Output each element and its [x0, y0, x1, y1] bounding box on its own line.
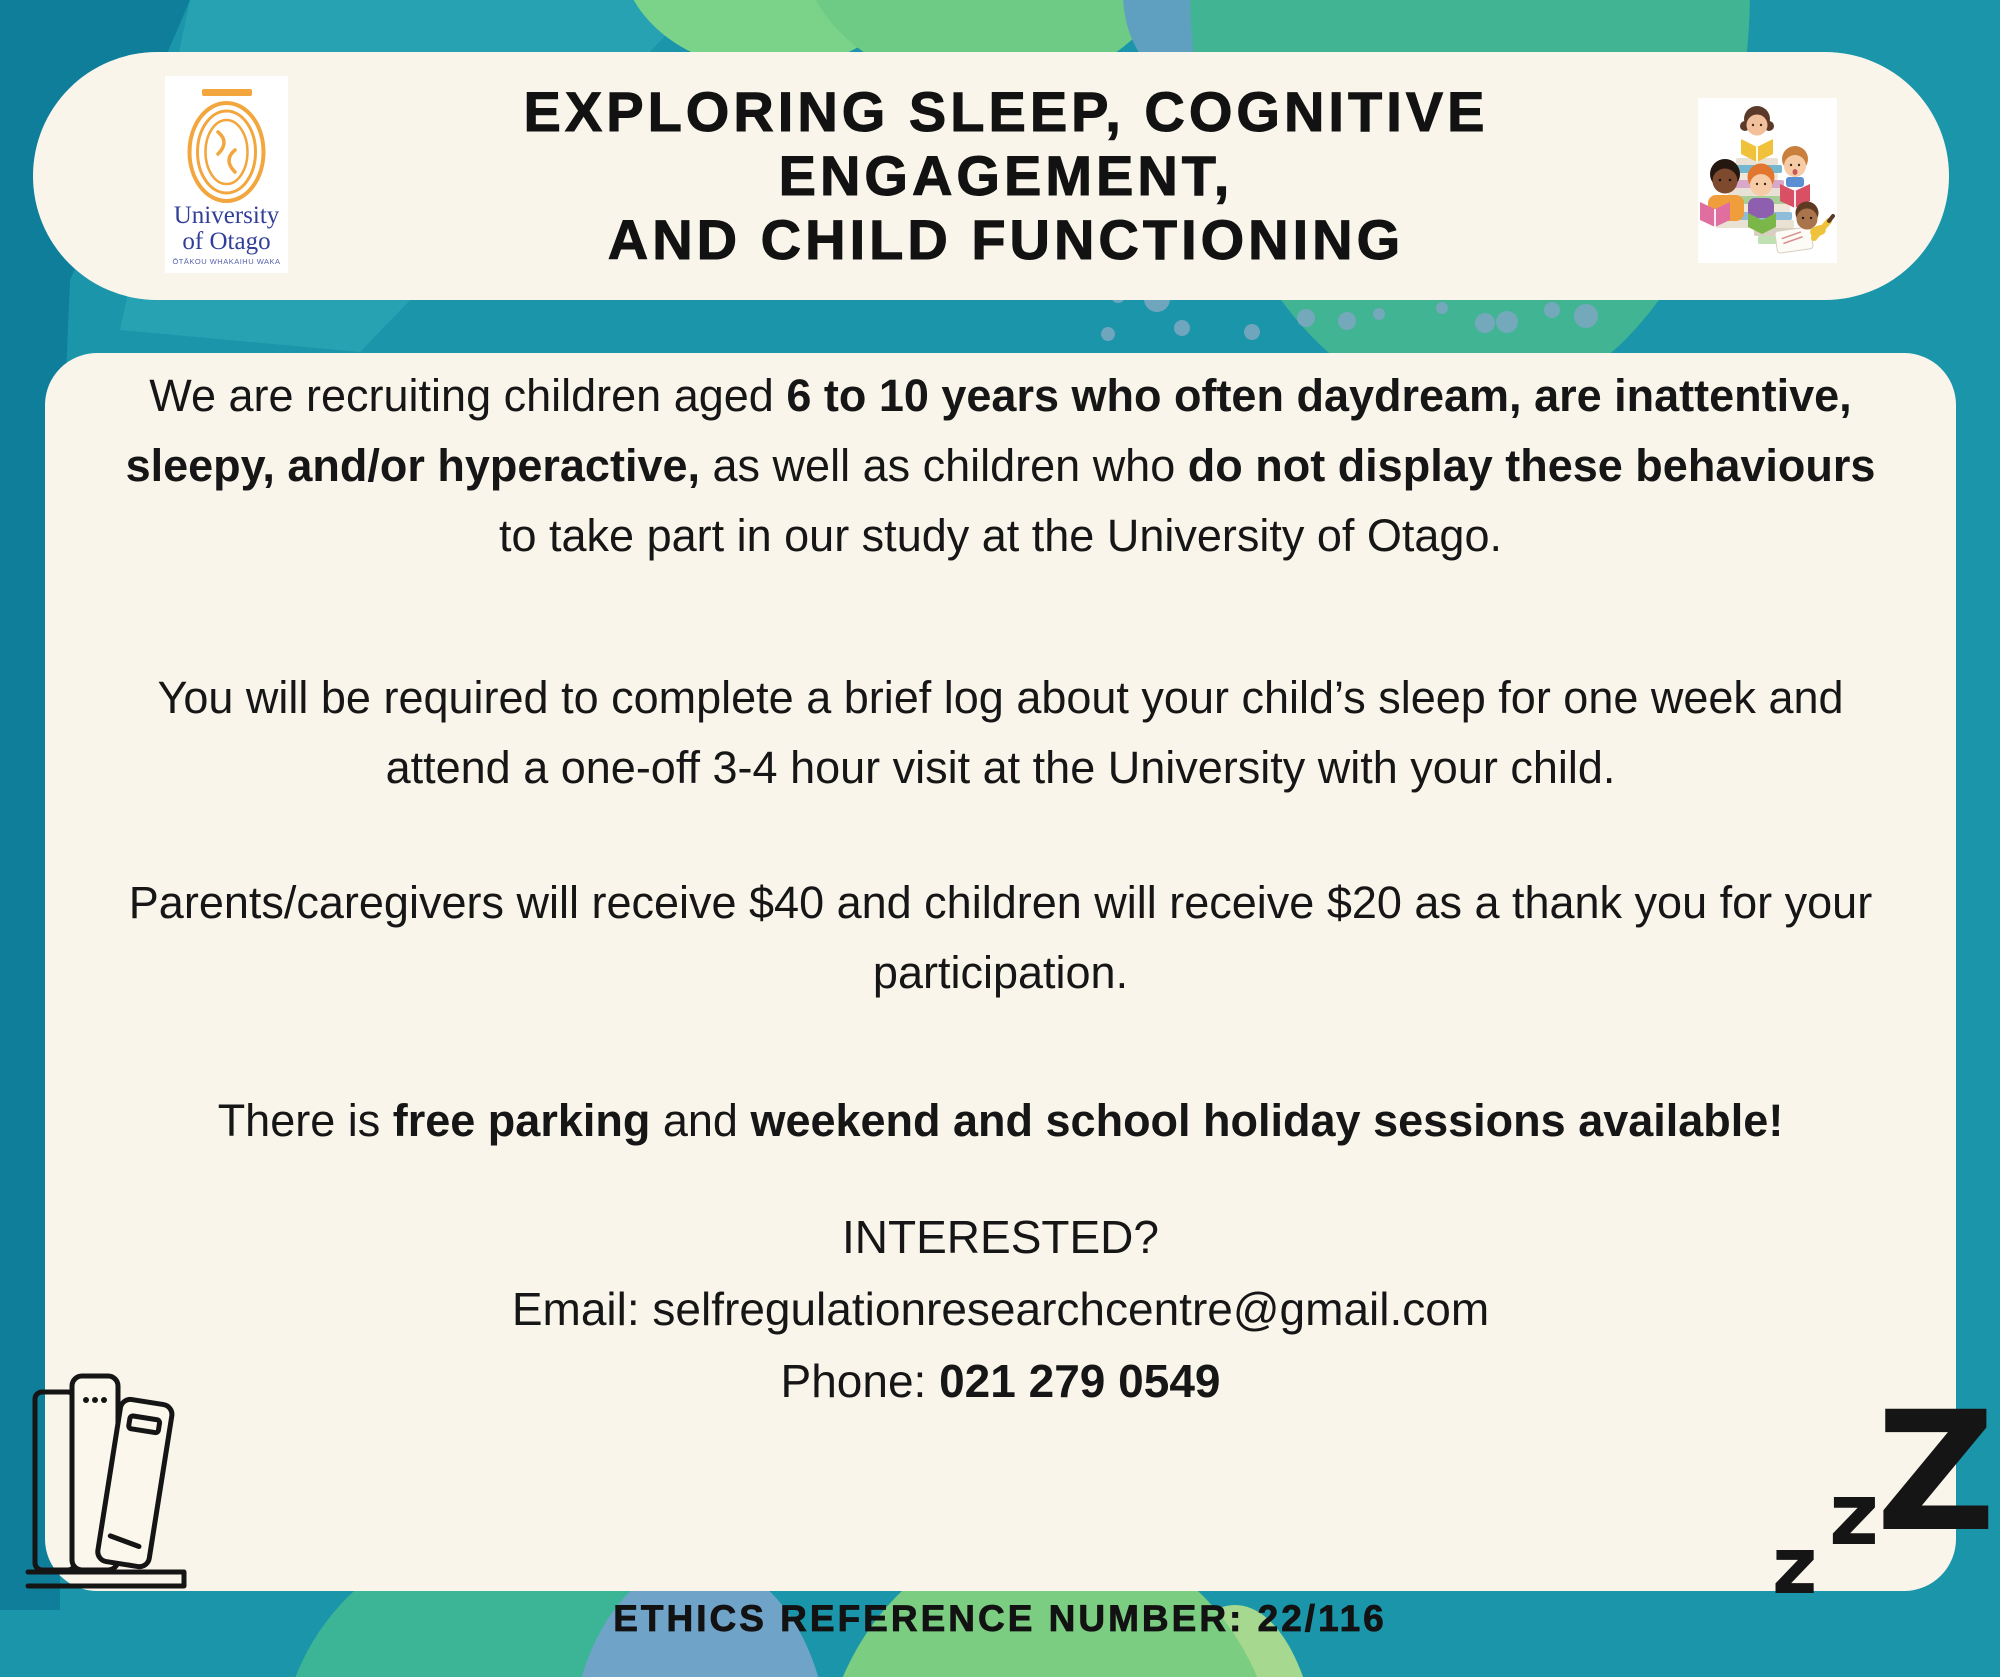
logo-otago-text: of Otago [182, 228, 271, 255]
university-of-otago-logo [165, 76, 288, 273]
paragraph-compensation: Parents/caregivers will receive $40 and children will receive $20 as a thank you for your participation. [128, 877, 1873, 998]
logo-maori-text: ŌTĀKOU WHAKAIHU WAKA [172, 257, 281, 266]
children-reading-image [1698, 98, 1837, 263]
p4-text-2: and [650, 1095, 751, 1146]
header-banner [33, 52, 1949, 300]
p4-bold-sessions: weekend and school holiday sessions available! [750, 1095, 1784, 1146]
p4-bold-parking: free parking [392, 1095, 651, 1146]
title-line-2: AND CHILD FUNCTIONING [607, 207, 1405, 271]
p1-text-3: to take part in our study at the University of Otago. [498, 510, 1502, 561]
interested-heading: INTERESTED? [842, 1211, 1159, 1263]
paragraph-recruiting [121, 361, 1881, 571]
flyer-title [323, 52, 1689, 300]
sleep-z-medium-icon: z [1829, 1465, 1880, 1565]
sleep-z-small-icon: z [1772, 1522, 1818, 1612]
ethics-reference: ETHICS REFERENCE NUMBER: 22/116 [613, 1598, 1387, 1639]
phone-number: 021 279 0549 [939, 1355, 1221, 1407]
phone-label: Phone: [780, 1355, 940, 1407]
p1-text-2: as well as children who [700, 440, 1188, 491]
paragraph-requirements: You will be required to complete a brief log about your child’s sleep for one week and attend a one-off 3-4 hour visit at the University with your child. [157, 672, 1844, 793]
flyer-body-panel [45, 353, 1956, 1591]
title-line-1: EXPLORING SLEEP, COGNITIVE ENGAGEMENT, [523, 80, 1489, 208]
books-illustration [22, 1352, 197, 1612]
p1-bold-control: do not display these behaviours [1187, 440, 1876, 491]
paragraph-parking [181, 1086, 1821, 1156]
children-reading-illustration [1698, 98, 1837, 263]
contact-block [45, 1201, 1956, 1417]
p4-text: There is [217, 1095, 393, 1146]
sleep-z-large-icon: Z [1876, 1376, 1996, 1568]
contact-email: Email: selfregulationresearchcentre@gmail.com [511, 1283, 1490, 1335]
logo-university-text: University [173, 202, 280, 229]
books-illustration-image [22, 1352, 197, 1607]
contact-phone [45, 1345, 1956, 1417]
university-of-otago-logo-image [165, 76, 288, 273]
p1-text: We are recruiting children aged [149, 370, 787, 421]
p1-bold-criteria: 6 to 10 years who often daydream, are inattentive, sleepy, and/or hyperactive, [125, 370, 1852, 491]
